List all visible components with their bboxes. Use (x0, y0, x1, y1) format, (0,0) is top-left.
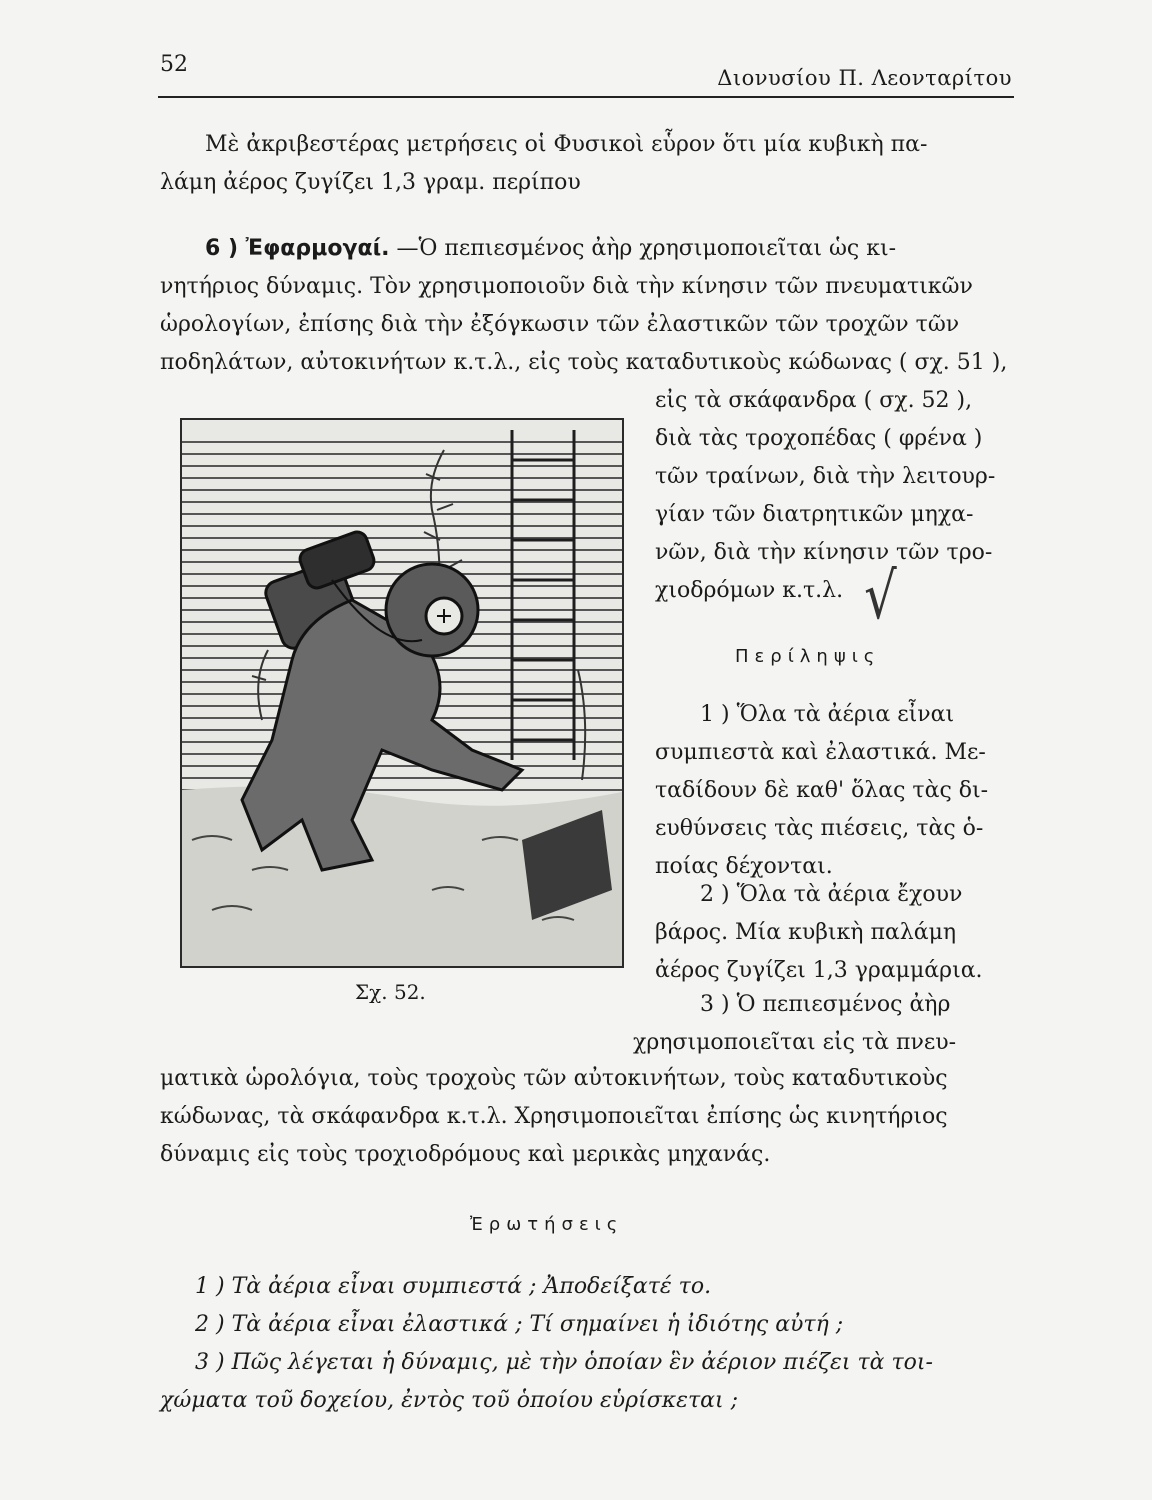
section-6-line: ποδηλάτων, αὐτοκινήτων κ.τ.λ., εἰς τοὺς καταδυτικοὺς κώδωνας ( σχ. 51 ), (160, 350, 1008, 375)
question-item: χώματα τοῦ δοχείου, ἐντὸς τοῦ ὁποίου εὑρίσκεται ; (160, 1388, 739, 1413)
section-6-side-line: εἰς τὰ σκάφανδρα ( σχ. 52 ), (655, 388, 973, 413)
intro-line-2: λάμη ἀέρος ζυγίζει 1,3 γραμ. περίπου (160, 170, 581, 195)
summary-side-line: ποίας δέχονται. (655, 854, 833, 879)
summary-side-line: ευθύνσεις τὰς πιέσεις, τὰς ὁ- (655, 816, 984, 841)
summary-full-line: ματικὰ ὡρολόγια, τοὺς τροχοὺς τῶν αὐτοκινήτων, τοὺς καταδυτικοὺς (160, 1066, 948, 1091)
header-rule (158, 96, 1014, 98)
section-6-line: ὡρολογίων, ἐπίσης διὰ τὴν ἐξόγκωσιν τῶν ἐλαστικῶν τῶν τροχῶν τῶν (160, 312, 960, 337)
diver-illustration (180, 418, 624, 968)
summary-side-line: 2 ) Ὅλα τὰ ἀέρια ἔχουν (700, 882, 963, 907)
summary-full-line: κώδωνας, τὰ σκάφανδρα κ.τ.λ. Χρησιμοποιεῖται ἐπίσης ὡς κινητήριος (160, 1104, 948, 1129)
summary-full-line: δύναμις εἰς τοὺς τροχιοδρόμους καὶ μερικὰς μηχανάς. (160, 1142, 771, 1167)
handwritten-checkmark: √ (864, 560, 897, 634)
section-6-side-line: γίαν τῶν διατρητικῶν μηχα- (655, 502, 974, 527)
questions-title: Ἐρωτήσεις (470, 1214, 624, 1235)
question-item: 1 ) Τὰ ἀέρια εἶναι συμπιεστά ; Ἀποδείξατέ το. (195, 1274, 712, 1299)
summary-side-line: 1 ) Ὅλα τὰ ἀέρια εἶναι (700, 702, 955, 727)
summary-title: Περίληψις (735, 646, 881, 667)
section-6-line-1-rest: —Ὁ πεπιεσμένος ἀὴρ χρησιμοποιεῖται ὡς κι- (396, 236, 897, 261)
question-item: 3 ) Πῶς λέγεται ἡ δύναμις, μὲ τὴν ὁποίαν ἓν ἀέριον πιέζει τὰ τοι- (195, 1350, 933, 1375)
question-item: 2 ) Τὰ ἀέρια εἶναι ἐλαστικά ; Τί σημαίνει ἡ ἰδιότης αὐτή ; (195, 1312, 844, 1337)
summary-side-line: συμπιεστὰ καὶ ἐλαστικά. Με- (655, 740, 986, 765)
section-6-side-line: διὰ τὰς τροχοπέδας ( φρένα ) (655, 426, 983, 451)
summary-side-line: 3 ) Ὁ πεπιεσμένος ἀὴρ (700, 992, 951, 1017)
summary-side-line: ἀέρος ζυγίζει 1,3 γραμμάρια. (655, 958, 983, 983)
summary-side-line: ταδίδουν δὲ καθ' ὅλας τὰς δι- (655, 778, 989, 803)
section-6-side-line: τῶν τραίνων, διὰ τὴν λειτουρ- (655, 464, 996, 489)
section-6-heading: 6 ) Ἐφαρμογαί. (205, 236, 390, 261)
section-6-first-line (205, 234, 896, 264)
ladder (512, 430, 574, 760)
section-6-side-line: χιοδρόμων κ.τ.λ. (655, 578, 844, 603)
summary-side-line: βάρος. Μία κυβικὴ παλάμη (655, 920, 957, 945)
section-6-line: νητήριος δύναμις. Τὸν χρησιμοποιοῦν διὰ τὴν κίνησιν τῶν πνευματικῶν (160, 274, 973, 299)
intro-line-1: Μὲ ἀκριβεστέρας μετρήσεις οἱ Φυσικοὶ εὗρον ὅτι μία κυβικὴ πα- (205, 132, 928, 157)
page-number: 52 (160, 52, 188, 77)
section-6-side-line: νῶν, διὰ τὴν κίνησιν τῶν τρο- (655, 540, 993, 565)
summary-side-line: χρησιμοποιεῖται εἰς τὰ πνευ- (633, 1030, 957, 1055)
figure-caption: Σχ. 52. (355, 980, 426, 1004)
running-head: Διονυσίου Π. Λεονταρίτου (717, 66, 1012, 90)
diver-drawing (182, 420, 622, 966)
